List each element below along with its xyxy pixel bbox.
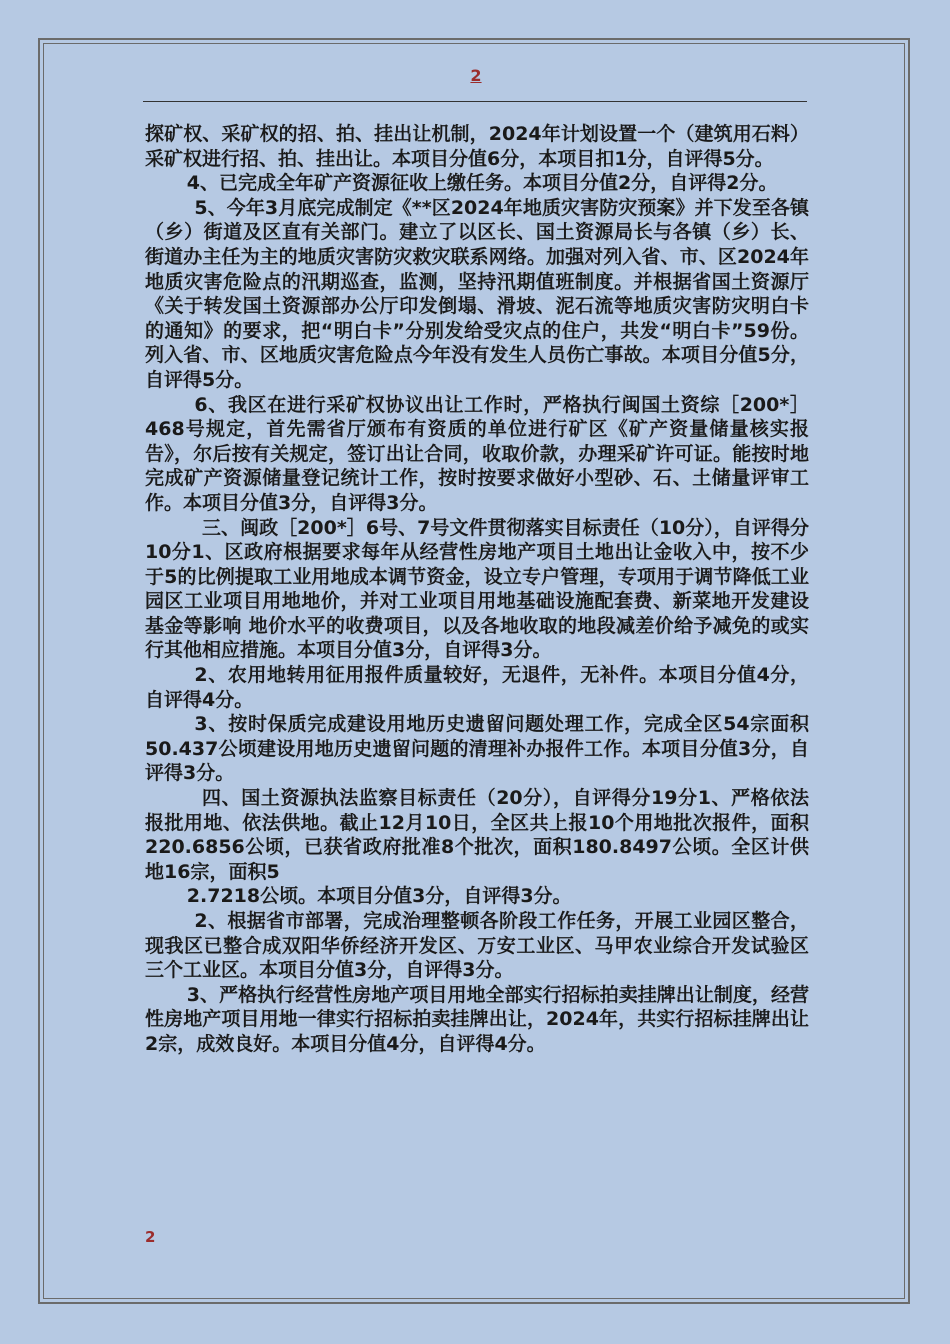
document-body — [145, 122, 809, 1057]
paragraph: 探矿权、采矿权的招、拍、挂出让机制，2024年计划设置一个（建筑用石料）采矿权进行招、拍、挂出让。本项目分值6分，本项目扣1分，自评得5分。 — [145, 123, 809, 170]
paragraph: 5、今年3月底完成制定《**区2024年地质灾害防灾预案》并下发至各镇（乡）街道及区直有关部门。建立了以区长、国土资源局长与各镇（乡）长、街道办主任为主的地质灾害防灾救灾联系网络。加强对列入省、市、区2024年地质灾害危险点的汛期巡查，监测，坚持汛期值班制度。并根据省国土资源厅《关于转发国土资源部办公厅印发倒塌、滑坡、泥石流等地质灾害防灾明白卡的通知》的要求，把“明白卡”分别发给受灾点的住户，共发“明白卡”59份。列入省、市、区地质灾害危险点今年没有发生人员伤亡事故。本项目分值5分，自评得5分。 — [145, 196, 809, 391]
header-page-number: 2 — [470, 66, 482, 85]
footer-page-number: 2 — [145, 1228, 156, 1246]
paragraph: 2、农用地转用征用报件质量较好，无退件，无补件。本项目分值4分，自评得4分。 — [145, 664, 809, 711]
paragraph: 三、闽政［200*］6号、7号文件贯彻落实目标责任（10分），自评得分10分1、区政府根据要求每年从经营性房地产项目土地出让金收入中，按不少于5的比例提取工业用地成本调节资金，设立专户管理，专项用于调节降低工业园区工业项目用地地价，并对工业项目用地基础设施配套费、新菜地开发建设基金等影响 地价水平的收费项目，以及各地收取的地段减差价给予减免的或实行其他相应措施。本项目分值3分，自评得3分。 — [145, 516, 809, 662]
paragraph: 4、已完成全年矿产资源征收上缴任务。本项目分值2分，自评得2分。 — [186, 172, 778, 195]
paragraph: 3、按时保质完成建设用地历史遗留问题处理工作，完成全区54宗面积50.437公顷建设用地历史遗留问题的清理补办报件工作。本项目分值3分，自评得3分。 — [145, 713, 809, 785]
paragraph: 6、我区在进行采矿权协议出让工作时，严格执行闽国土资综［200*］468号规定，首先需省厅颁布有资质的单位进行矿区《矿产资量储量核实报告》，尔后按有关规定，签订出让合同，收取价款，办理采矿许可证。能按时地完成矿产资源储量登记统计工作，按时按要求做好小型砂、石、土储量评审工作。本项目分值3分，自评得3分。 — [145, 393, 809, 514]
paragraph: 3、严格执行经营性房地产项目用地全部实行招标拍卖挂牌出让制度，经营性房地产项目用地一律实行招标拍卖挂牌出让，2024年，共实行招标挂牌出让2宗，成效良好。本项目分值4分，自评得4分。 — [145, 983, 809, 1055]
paragraph: 四、国土资源执法监察目标责任（20分），自评得分19分1、严格依法报批用地、依法供地。截止12月10日，全区共上报10个用地批次报件，面积220.6856公顷，已获省政府批准8个批次，面积180.8497公顷。全区计供地16宗，面积5 — [145, 787, 809, 883]
paragraph: 2.7218公顷。本项目分值3分，自评得3分。 — [186, 885, 572, 908]
paragraph: 2、根据省市部署，完成治理整顿各阶段工作任务，开展工业园区整合，现我区已整合成双阳华侨经济开发区、万安工业区、马甲农业综合开发试验区三个工业区。本项目分值3分，自评得3分。 — [145, 910, 809, 982]
header-rule — [143, 101, 807, 102]
